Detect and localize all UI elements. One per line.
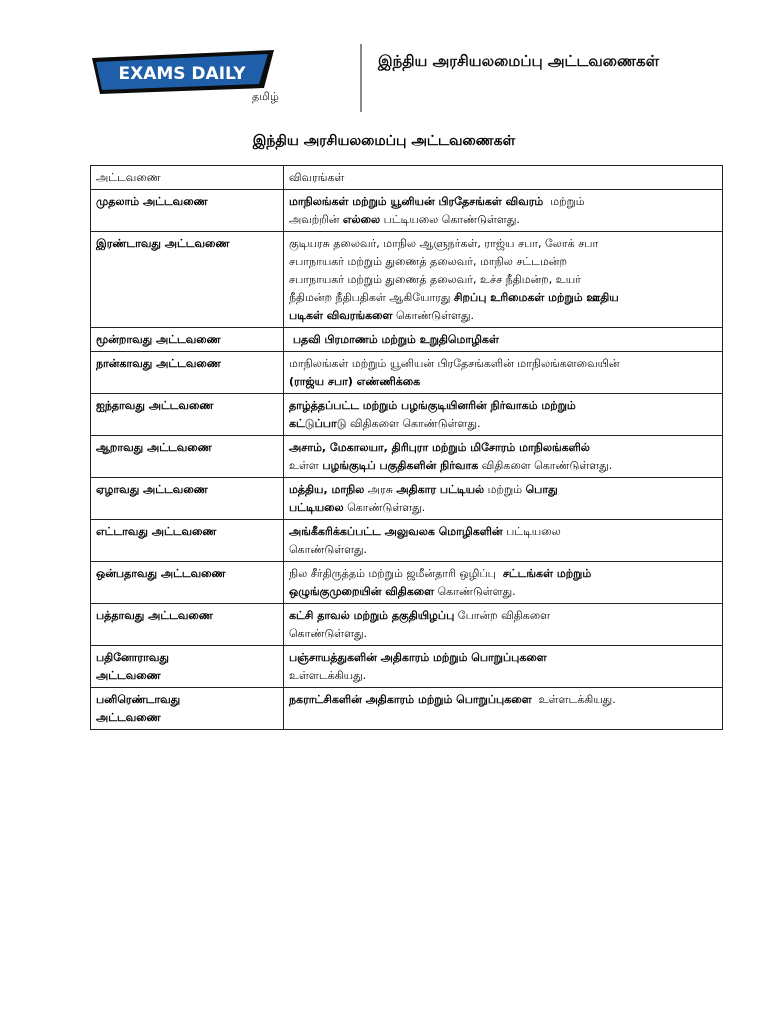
details-line bbox=[289, 193, 717, 211]
schedule-name-cell bbox=[91, 478, 284, 520]
details-line bbox=[289, 499, 717, 517]
details-text-bold: அதிகார பட்டியல் bbox=[396, 483, 485, 496]
details-line bbox=[289, 439, 717, 457]
details-line bbox=[289, 271, 717, 289]
exams-daily-logo bbox=[92, 50, 274, 108]
table-row bbox=[91, 604, 723, 646]
schedule-details-cell bbox=[284, 328, 723, 352]
details-text: உள்ளடக்கியது. bbox=[531, 693, 616, 706]
table-row bbox=[91, 646, 723, 688]
details-text: கொண்டுள்ளது. bbox=[392, 309, 475, 322]
logo-text: EXAMS DAILY bbox=[118, 64, 246, 84]
schedule-name: ஐந்தாவது அட்டவணை bbox=[96, 399, 214, 412]
details-text: போன்ற விதிகளை bbox=[454, 609, 551, 622]
logo-subtext: தமிழ் bbox=[252, 90, 279, 103]
schedule-name: இரண்டாவது அட்டவணை bbox=[96, 237, 230, 250]
details-line bbox=[289, 607, 717, 625]
details-line bbox=[289, 211, 717, 229]
schedule-details-cell bbox=[284, 604, 723, 646]
schedule-name-cell bbox=[91, 328, 284, 352]
schedule-name-line: அட்டவணை bbox=[96, 711, 161, 724]
schedule-name-cell bbox=[91, 232, 284, 328]
details-text-bold: கட்டுப்பாடு bbox=[289, 417, 347, 430]
table-row bbox=[91, 562, 723, 604]
schedule-name: மூன்றாவது அட்டவணை bbox=[96, 333, 221, 346]
details-text: கொண்டுள்ளது. bbox=[434, 585, 516, 598]
details-text-bold: பழங்குடிப் பகுதிகளின் நிர்வாக bbox=[322, 459, 479, 472]
details-text: சபாநாயகர் மற்றும் துணைத் தலைவர், உச்ச நீதிமன்ற, உயர் bbox=[289, 273, 581, 286]
table-row bbox=[91, 688, 723, 730]
details-text: பட்டியலை கொண்டுள்ளது. bbox=[380, 213, 520, 226]
details-text-bold: மத்திய, மாநில bbox=[289, 483, 365, 496]
details-text: கொண்டுள்ளது. bbox=[289, 627, 368, 640]
details-line bbox=[289, 649, 717, 667]
details-text: மாநிலங்கள் மற்றும் யூனியன் பிரதேசங்களின் மாநிலங்களவையின் bbox=[289, 357, 620, 370]
header-divider bbox=[360, 44, 362, 112]
schedule-name: பத்தாவது அட்டவணை bbox=[96, 609, 213, 622]
schedule-details-cell bbox=[284, 646, 723, 688]
schedule-name-line: அட்டவணை bbox=[96, 669, 161, 682]
details-line bbox=[289, 307, 717, 325]
details-text-bold: நகராட்சிகளின் அதிகாரம் மற்றும் பொறுப்புகளை bbox=[289, 693, 532, 706]
table-row bbox=[91, 232, 723, 328]
schedule-name-cell bbox=[91, 394, 284, 436]
details-text-bold: மாநிலங்கள் மற்றும் யூனியன் பிரதேசங்கள் விவரம் bbox=[289, 195, 544, 208]
schedule-details-cell bbox=[284, 190, 723, 232]
details-line bbox=[289, 541, 717, 559]
schedule-name: ஒன்பதாவது அட்டவணை bbox=[96, 567, 226, 580]
header-cell-details: விவரங்கள் bbox=[284, 166, 723, 190]
table-row bbox=[91, 520, 723, 562]
details-text-bold: கட்சி தாவல் மற்றும் தகுதியிழப்பு bbox=[289, 609, 455, 622]
details-text: கொண்டுள்ளது. bbox=[289, 543, 368, 556]
table-row bbox=[91, 190, 723, 232]
schedule-name-cell bbox=[91, 352, 284, 394]
schedules-table-body bbox=[91, 166, 723, 730]
details-text-bold: (ராஜ்ய சபா) எண்ணிக்கை bbox=[289, 375, 421, 388]
details-text-bold: பொது bbox=[525, 483, 558, 496]
schedule-name-cell bbox=[91, 604, 284, 646]
document-title: இந்திய அரசியலமைப்பு அட்டவணைகள் bbox=[252, 133, 516, 149]
schedule-details-cell bbox=[284, 394, 723, 436]
schedule-details-cell bbox=[284, 478, 723, 520]
details-text-bold: படிகள் விவரங்களை bbox=[289, 309, 393, 322]
schedule-details-cell bbox=[284, 688, 723, 730]
details-text: உள்ளடக்கியது. bbox=[289, 669, 367, 682]
logo-banner bbox=[92, 50, 274, 96]
details-line bbox=[289, 625, 717, 643]
schedule-name: முதலாம் அட்டவணை bbox=[96, 195, 208, 208]
table-header-row bbox=[91, 166, 723, 190]
details-line bbox=[289, 691, 717, 709]
details-text: அரசு bbox=[364, 483, 397, 496]
details-line bbox=[289, 289, 717, 307]
schedule-details-cell bbox=[284, 232, 723, 328]
details-text: சபாநாயகர் மற்றும் துணைத் தலைவர், மாநில சட்டமன்ற bbox=[289, 255, 567, 268]
table-row bbox=[91, 328, 723, 352]
details-text: நில சீர்திருத்தம் மற்றும் ஜமீன்தாரி ஒழிப்பு bbox=[289, 567, 503, 580]
page-header bbox=[0, 0, 768, 120]
details-text-bold: சட்டங்கள் மற்றும் bbox=[502, 567, 592, 580]
details-text: நீதிமன்ற நீதிபதிகள் ஆகியோரது bbox=[289, 291, 454, 304]
details-text-bold: எல்லை bbox=[342, 213, 381, 226]
schedule-name-cell bbox=[91, 520, 284, 562]
schedule-name-cell bbox=[91, 688, 284, 730]
details-line bbox=[289, 457, 717, 475]
schedule-name: எட்டாவது அட்டவணை bbox=[96, 525, 217, 538]
details-line bbox=[289, 235, 717, 253]
schedule-name-line: பதினோராவது bbox=[96, 651, 169, 664]
schedule-details-cell bbox=[284, 436, 723, 478]
details-text: மற்றும் bbox=[543, 195, 585, 208]
schedule-name: நான்காவது அட்டவணை bbox=[96, 357, 221, 370]
schedules-table bbox=[90, 165, 723, 730]
details-text-bold: அங்கீகரிக்கப்பட்ட அலுவலக மொழிகளின் bbox=[289, 525, 503, 538]
details-line bbox=[289, 565, 717, 583]
details-text: உள்ள bbox=[289, 459, 323, 472]
schedule-details-cell bbox=[284, 562, 723, 604]
details-line bbox=[289, 397, 717, 415]
details-line bbox=[289, 583, 717, 601]
header-title: இந்திய அரசியலமைப்பு அட்டவணைகள் bbox=[378, 52, 660, 70]
details-line bbox=[289, 415, 717, 433]
schedule-name: ஏழாவது அட்டவணை bbox=[96, 483, 208, 496]
details-text-bold: பஞ்சாயத்துகளின் அதிகாரம் மற்றும் பொறுப்புகளை bbox=[289, 651, 547, 664]
details-text: அவற்றின் bbox=[289, 213, 343, 226]
details-line bbox=[289, 481, 717, 499]
details-line bbox=[289, 667, 717, 685]
details-text: விதிகளை கொண்டுள்ளது. bbox=[346, 417, 481, 430]
header-cell-schedule: அட்டவணை bbox=[91, 166, 284, 190]
details-text: கொண்டுள்ளது. bbox=[343, 501, 426, 514]
table-row bbox=[91, 394, 723, 436]
schedule-name: ஆறாவது அட்டவணை bbox=[96, 441, 212, 454]
schedule-details-cell bbox=[284, 352, 723, 394]
details-text-bold: பட்டியலை bbox=[289, 501, 344, 514]
details-line bbox=[289, 331, 717, 349]
details-line bbox=[289, 355, 717, 373]
schedule-name-cell bbox=[91, 646, 284, 688]
details-text-bold: பதவி பிரமாணம் மற்றும் உறுதிமொழிகள் bbox=[289, 333, 499, 346]
details-line bbox=[289, 373, 717, 391]
details-text: குடியரசு தலைவர், மாநில ஆளுநர்கள், ராஜ்ய சபா, லோக் சபா bbox=[289, 237, 599, 250]
table-row bbox=[91, 352, 723, 394]
details-line bbox=[289, 253, 717, 271]
details-text-bold: சிறப்பு உரிமைகள் மற்றும் ஊதிய bbox=[453, 291, 619, 304]
schedule-name-line: பனிரெண்டாவது bbox=[96, 693, 181, 706]
details-line bbox=[289, 523, 717, 541]
schedule-name-cell bbox=[91, 436, 284, 478]
details-text: விதிகளை கொண்டுள்ளது. bbox=[478, 459, 613, 472]
details-text: பட்டியலை bbox=[502, 525, 561, 538]
schedule-name-cell bbox=[91, 562, 284, 604]
table-row bbox=[91, 436, 723, 478]
schedule-name-cell bbox=[91, 190, 284, 232]
details-text: மற்றும் bbox=[484, 483, 526, 496]
details-text-bold: ஒழுங்குமுறையின் விதிகளை bbox=[289, 585, 435, 598]
details-text-bold: அசாம், மேகாலயா, திரிபுரா மற்றும் மிசோரம் மாநிலங்களில் bbox=[289, 441, 590, 454]
schedule-details-cell bbox=[284, 520, 723, 562]
table-row bbox=[91, 478, 723, 520]
details-text-bold: தாழ்த்தப்பட்ட மற்றும் பழங்குடியினரின் நிர்வாகம் மற்றும் bbox=[289, 399, 576, 412]
